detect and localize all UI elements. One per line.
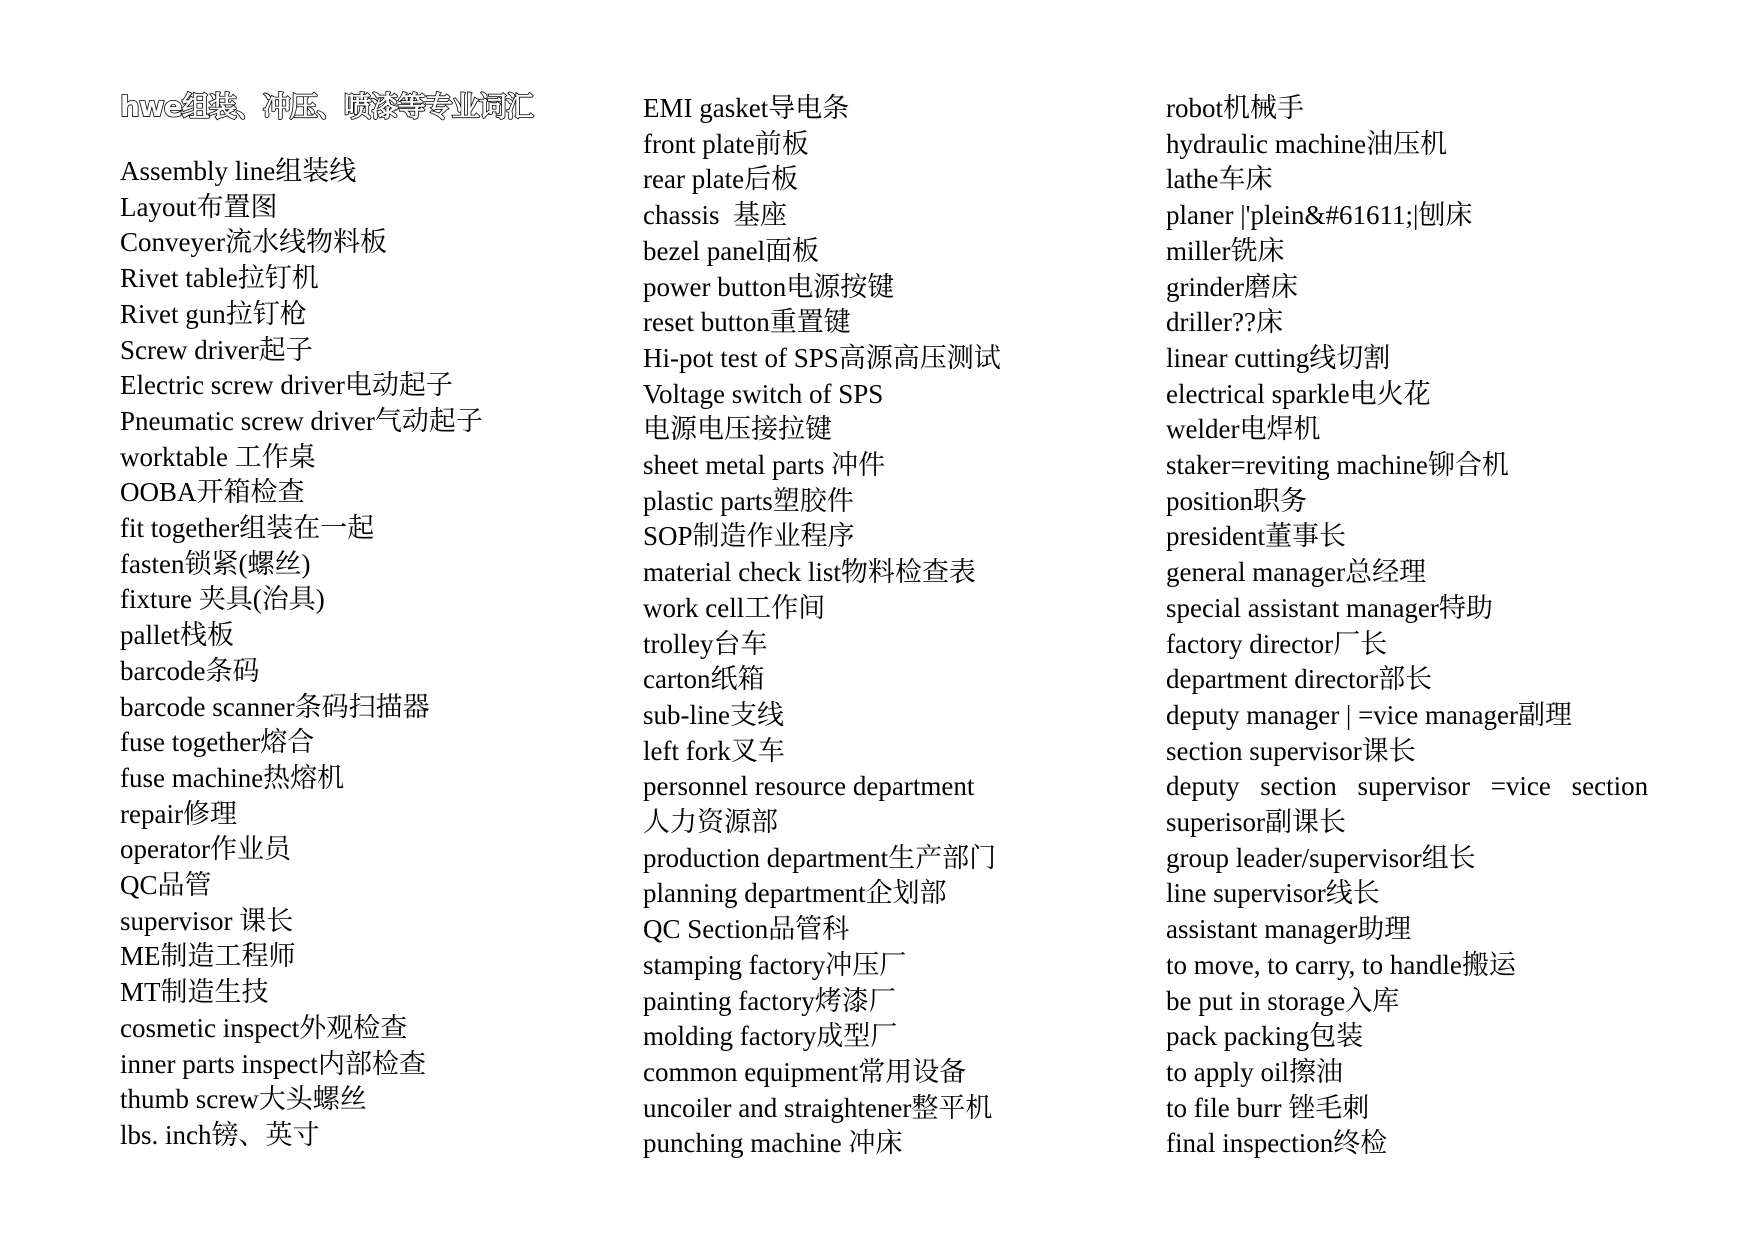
list-item: to apply oil擦油 [1166, 1056, 1343, 1087]
list-item: QC Section品管科 [643, 914, 850, 945]
list-item: be put in storage入库 [1166, 985, 1400, 1016]
list-item: repair修理 [120, 798, 237, 829]
list-item: operator作业员 [120, 834, 291, 865]
list-item: grinder磨床 [1166, 271, 1298, 302]
list-item: inner parts inspect内部检查 [120, 1048, 426, 1079]
list-item: Assembly line组装线 [120, 156, 357, 186]
list-item: barcode条码 [120, 655, 260, 686]
list-item: molding factory成型厂 [643, 1021, 898, 1052]
page-title: hwe组装、冲压、喷漆等专业词汇 [120, 90, 533, 123]
list-item: sub-line支线 [643, 699, 784, 730]
list-item: common equipment常用设备 [643, 1056, 967, 1087]
list-item: lbs. inch镑、英寸 [120, 1119, 320, 1150]
term-list-3 [1166, 91, 1648, 1162]
list-item: ME制造工程师 [120, 941, 296, 972]
list-item: planning department企划部 [643, 878, 947, 909]
list-item: painting factory烤漆厂 [643, 985, 896, 1016]
list-item: driller??床 [1166, 307, 1283, 338]
list-item: electrical sparkle电火花 [1166, 378, 1431, 409]
list-item: cosmetic inspect外观检查 [120, 1012, 408, 1043]
list-item: trolley台车 [643, 628, 768, 659]
list-item: Electric screw driver电动起子 [120, 370, 453, 401]
list-item: Screw driver起子 [120, 334, 313, 365]
list-item: fuse together熔合 [120, 727, 315, 758]
list-item: to file burr 锉毛刺 [1166, 1092, 1370, 1123]
list-item: reset button重置键 [643, 307, 851, 338]
list-item: line supervisor线长 [1166, 878, 1380, 909]
list-item: material check list物料检查表 [643, 557, 976, 588]
list-item: pallet栈板 [120, 620, 234, 651]
list-item: Hi-pot test of SPS高源高压测试 [643, 342, 1001, 373]
list-item: position职务 [1166, 485, 1308, 516]
list-item: special assistant manager特助 [1166, 592, 1493, 623]
list-item: group leader/supervisor组长 [1166, 842, 1476, 873]
list-item: sheet metal parts 冲件 [643, 450, 886, 481]
list-item: section supervisor课长 [1166, 735, 1416, 766]
list-item: to move, to carry, to handle搬运 [1166, 949, 1516, 980]
term-list-2 [643, 91, 1001, 1162]
list-item: pack packing包装 [1166, 1021, 1364, 1052]
list-item: punching machine 冲床 [643, 1128, 903, 1159]
list-item: deputy manager | =vice manager副理 [1166, 699, 1572, 730]
list-item: production department生产部门 [643, 842, 997, 873]
list-item: power button电源按键 [643, 271, 895, 302]
list-item: planer |'plein&#61611;|刨床 [1166, 200, 1473, 231]
list-item: robot机械手 [1166, 93, 1304, 123]
list-item: EMI gasket导电条 [643, 93, 850, 123]
list-item: OOBA开箱检查 [120, 477, 305, 508]
list-item: barcode scanner条码扫描器 [120, 691, 430, 722]
list-item: chassis 基座 [643, 200, 787, 231]
list-item: 人力资源部 [643, 807, 778, 838]
list-item: MT制造生技 [120, 977, 269, 1008]
list-item: left fork叉车 [643, 735, 785, 766]
list-item: linear cutting线切割 [1166, 342, 1391, 373]
list-item: supervisor 课长 [120, 905, 294, 936]
list-item: rear plate后板 [643, 164, 799, 195]
list-item: welder电焊机 [1166, 414, 1321, 445]
list-item: Conveyer流水线物料板 [120, 227, 387, 258]
list-item: Voltage switch of SPS [643, 378, 884, 409]
list-item: Rivet table拉钉机 [120, 263, 319, 294]
list-item: front plate前板 [643, 128, 809, 159]
list-item: fasten锁紧(螺丝) [120, 548, 311, 579]
list-item: general manager总经理 [1166, 557, 1427, 588]
list-item: thumb screw大头螺丝 [120, 1084, 367, 1115]
list-item: carton纸箱 [643, 664, 765, 695]
list-item: fit together组装在一起 [120, 513, 375, 544]
list-item: miller铣床 [1166, 235, 1285, 266]
term-list-1 [120, 154, 483, 1154]
list-item: worktable 工作桌 [120, 441, 316, 472]
list-item: fuse machine热熔机 [120, 762, 345, 793]
list-item: staker=reviting machine铆合机 [1166, 450, 1509, 481]
list-item: president董事长 [1166, 521, 1346, 552]
list-item: Pneumatic screw driver气动起子 [120, 405, 483, 436]
list-item: department director部长 [1166, 664, 1433, 695]
list-item: 电源电压接拉键 [643, 414, 832, 445]
list-item: hydraulic machine油压机 [1166, 128, 1448, 159]
list-item: deputy section supervisor =vice section [1166, 771, 1649, 802]
list-item: uncoiler and straightener整平机 [643, 1092, 993, 1123]
list-item: stamping factory冲压厂 [643, 949, 907, 980]
list-item: QC品管 [120, 870, 212, 901]
list-item: plastic parts塑胶件 [643, 485, 854, 516]
list-item: lathe车床 [1166, 164, 1273, 195]
list-item: Rivet gun拉钉枪 [120, 298, 307, 329]
list-item: assistant manager助理 [1166, 914, 1412, 945]
list-item: fixture 夹具(治具) [120, 584, 325, 615]
list-item: Layout布置图 [120, 191, 278, 222]
list-item: factory director厂长 [1166, 628, 1388, 659]
list-item: personnel resource department [643, 771, 975, 802]
list-item: work cell工作间 [643, 592, 826, 623]
list-item: superisor副课长 [1166, 807, 1346, 838]
list-item: SOP制造作业程序 [643, 521, 855, 552]
list-item: bezel panel面板 [643, 235, 820, 266]
list-item: final inspection终检 [1166, 1128, 1388, 1159]
